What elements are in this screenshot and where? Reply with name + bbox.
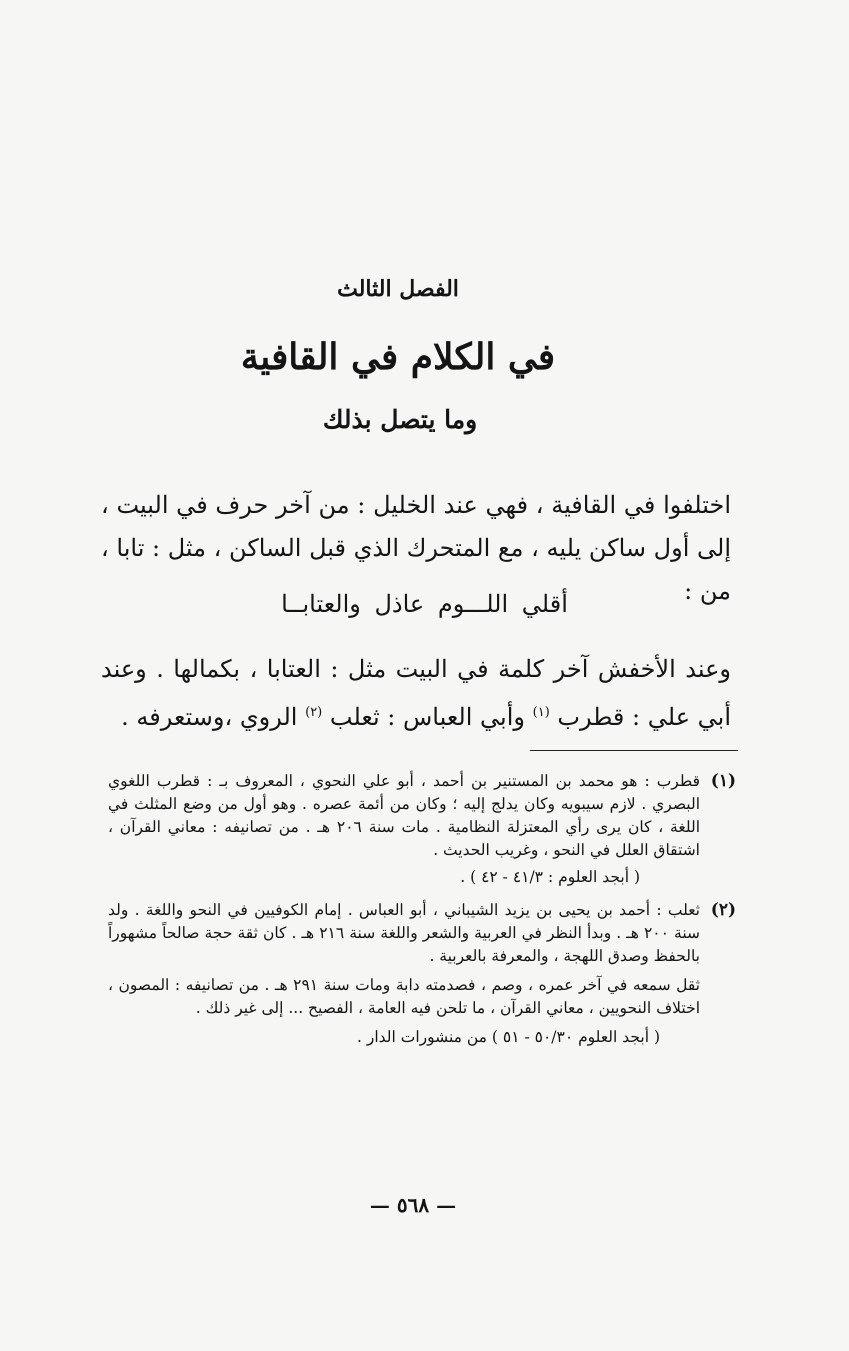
paragraph-segment: وعند الأخفش آخر كلمة في البيت مثل : العتابا ، بكمالها . وعند أبي علي : قطرب	[101, 655, 731, 731]
footnote-citation: ( أبجد العلوم ٥٠/٣٠ - ٥١ ) من منشورات الدار .	[357, 1028, 660, 1046]
footnote-ref-1[interactable]: (١)	[532, 705, 550, 720]
chapter-subtitle: وما يتصل بذلك	[322, 405, 478, 434]
paragraph-segment: الروي ،وستعرفه .	[121, 703, 298, 731]
footnote-text: قطرب : هو محمد بن المستنير بن أحمد ، أبو علي النحوي ، المعروف بـ : قطرب اللغوي البصري . لازم سيبويه وكان يدلج إليه ؛ وكان من أئمة عصره . وهو أول من وضع المثلث في اللغة ، كان يرى رأي المعتزلة النظامية . مات سنة ٢٠٦ هـ . من تصانيفه : معاني القرآن ، اشتقاق العلل في النحو ، وغريب الحديث .	[108, 772, 701, 859]
footnote-ref-2[interactable]: (٢)	[305, 705, 323, 720]
paragraph-text: اختلفوا في القافية ، فهي عند الخليل : من آخر حرف في البيت ، إلى أول ساكن يليه ، مع المتحرك الذي قبل الساكن ، مثل : تابا ، من :	[101, 491, 731, 605]
page-number: — ٥٦٨ —	[369, 1193, 457, 1217]
footnote-text-continued: ثقل سمعه في آخر عمره ، وصم ، فصدمته دابة ومات سنة ٢٩١ هـ . من تصانيفه : المصون ، اختلاف النحويين ، معاني القرآن ، ما تلحن فيه العامة ، الفصيح ... إلى غير ذلك .	[108, 976, 700, 1017]
footnote-1	[108, 770, 736, 889]
body-paragraph-2	[101, 648, 731, 739]
footnote-citation: ( أبجد العلوم : ٤١/٣ - ٤٢ ) .	[460, 868, 640, 886]
footnote-text: ثعلب : أحمد بن يحيى بن يزيد الشيباني ، أبو العباس . إمام الكوفيين في النحو واللغة . ولد سنة ٢٠٠ هـ . وبدأ النظر في العربية والشعر واللغة سنة ٢١٦ هـ . كان ثقة حجة صالحاً مشهوراً بالحفظ وصدق اللهجة ، والمعرفة بالعربية .	[108, 901, 700, 965]
paragraph-segment: وأبي العباس : ثعلب	[329, 703, 525, 731]
footnote-2	[108, 899, 736, 1049]
footnote-number: (١)	[710, 771, 736, 791]
footnote-divider	[530, 750, 738, 751]
footnotes-section	[108, 770, 736, 1049]
chapter-label: الفصل الثالث	[337, 276, 459, 302]
paragraph-text	[101, 648, 731, 739]
chapter-title: في الكلام في القافية	[240, 336, 556, 378]
footnote-number: (٢)	[710, 900, 736, 920]
poem-verse: أقلي اللـــوم عاذل والعتابــا	[281, 590, 568, 618]
